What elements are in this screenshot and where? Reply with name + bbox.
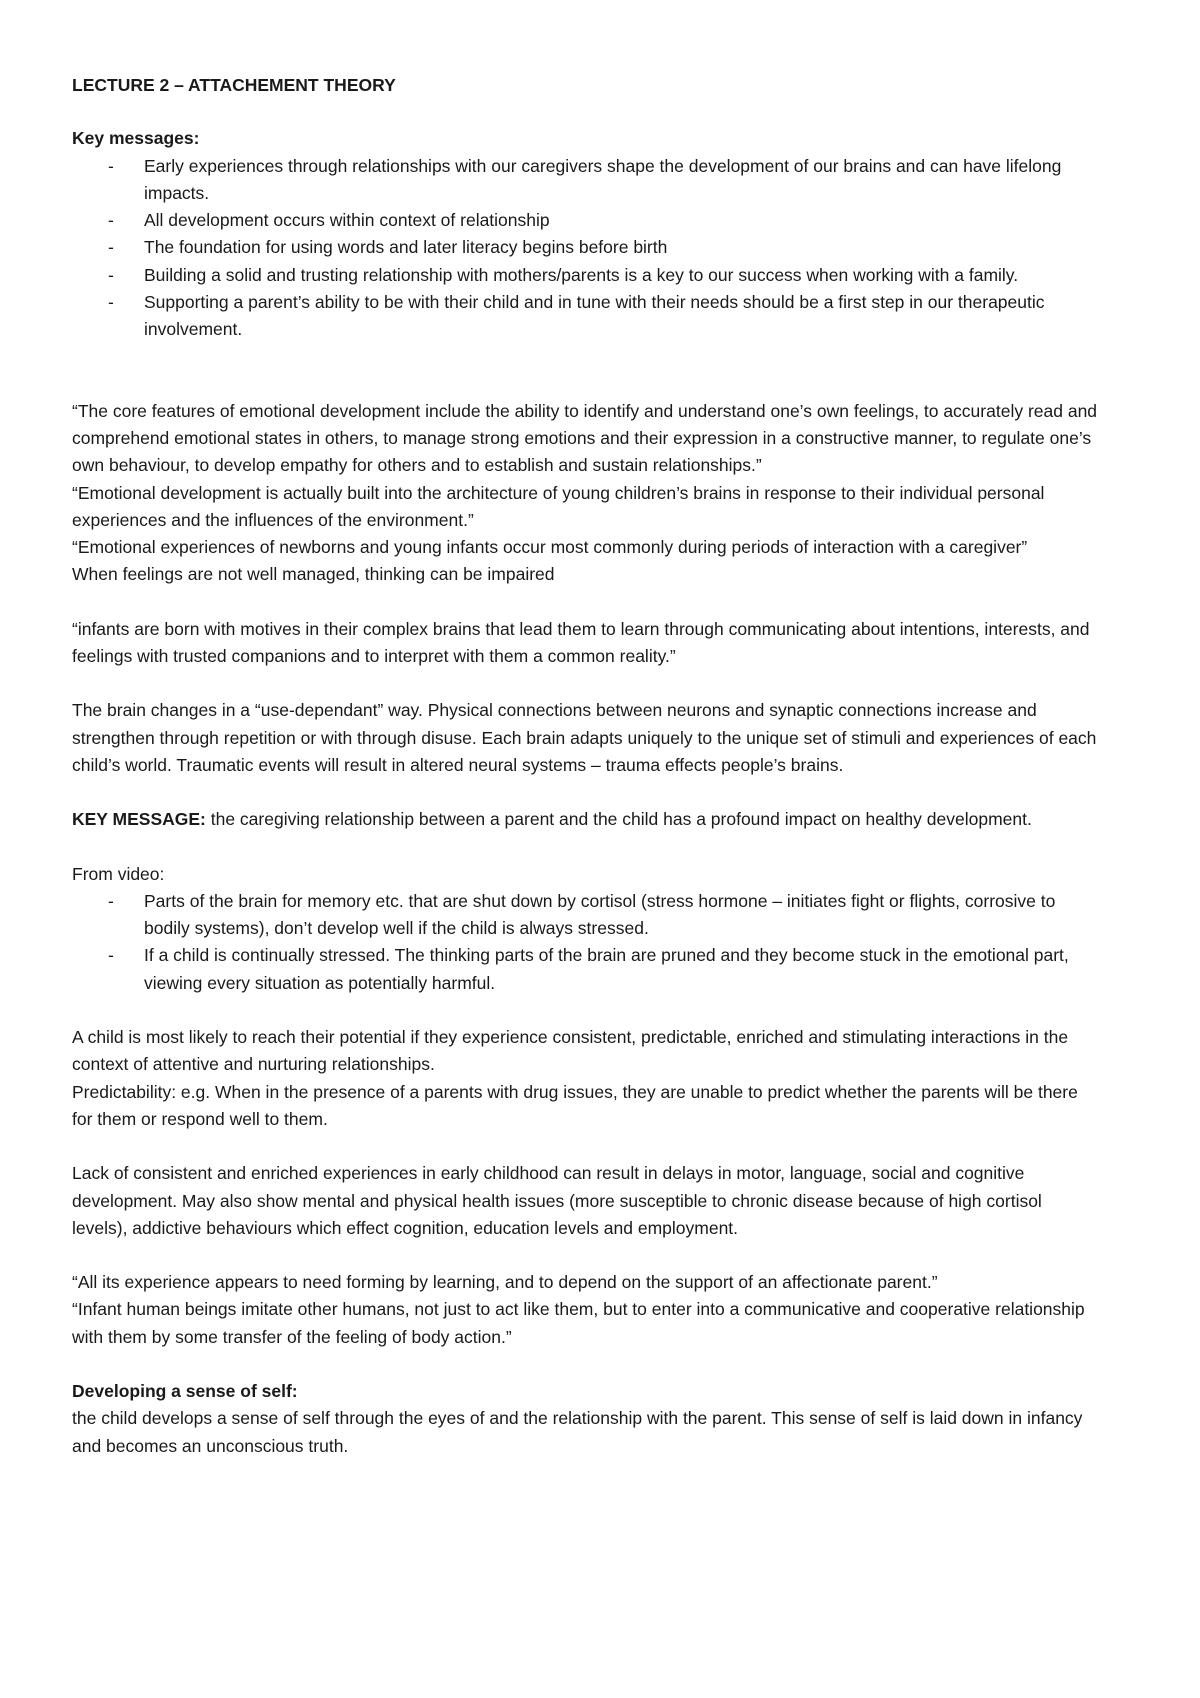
infants-quote: “infants are born with motives in their complex brains that lead them to learn through communicating about intentions, interests, and feelings with trusted companions and to interpret with them a common reality.” [72,618,1090,667]
quote-imitation: “Infant human beings imitate other humans, not just to act like them, but to enter into a communicative and cooperative relationship with them by some transfer of the feeling of body action.” [72,1299,1085,1347]
predictability-paragraph: Predictability: e.g. When in the presence of a parents with drug issues, they are unable to predict whether the parents will be there for them or respond well to them. [72,1081,1078,1129]
quote-emotional-architecture: “Emotional development is actually built into the architecture of young children’s brains in response to their individual personal experiences and the influences of the environment.” [72,482,1045,530]
quote-core-features: “The core features of emotional development include the ability to identify and understand one’s own feelings, to accurately read and comprehend emotional states in others, to manage strong emotions and their expression in a constructive manner, to regulate one’s own behaviour, to develop empathy for others and to establish and sustain relationships.” [72,400,1098,476]
quote-affectionate-parent: “All its experience appears to need forming by learning, and to depend on the support of an affectionate parent.” [72,1272,938,1293]
quote-emotional-experiences: “Emotional experiences of newborns and young infants occur most commonly during periods of interaction with a caregiver” [72,537,1028,558]
video-heading: From video: [72,863,165,884]
key-message-paragraph [72,806,1100,833]
sense-of-self-text: the child develops a sense of self through the eyes of and the relationship with the parent. This sense of self is laid down in infancy and becomes an unconscious truth. [72,1408,1083,1456]
list-item: - The foundation for using words and later literacy begins before birth [72,234,1100,261]
list-item: - Supporting a parent’s ability to be with their child and in tune with their needs should be a first step in our therapeutic involvement. [72,289,1100,344]
list-item: - All development occurs within context of relationship [72,207,1100,234]
brain-paragraph: The brain changes in a “use-dependant” way. Physical connections between neurons and synaptic connections increase and strengthen through repetition or with through disuse. Each brain adapts uniquely to the unique set of stimuli and experiences of each child’s world. Traumatic events will result in altered neural systems – trauma effects people’s brains. [72,700,1097,775]
key-messages-heading: Key messages: [72,128,200,149]
key-message-text: the caregiving relationship between a parent and the child has a profound impact on healthy development. [205,809,1032,830]
key-messages-list [72,153,1100,344]
list-item: - If a child is continually stressed. The thinking parts of the brain are pruned and they become stuck in the emotional part, viewing every situation as potentially harmful. [72,942,1100,997]
sense-of-self-heading: Developing a sense of self: [72,1380,298,1401]
feelings-statement: When feelings are not well managed, thinking can be impaired [72,564,555,585]
key-message-label: KEY MESSAGE: [72,809,206,830]
list-item: - Building a solid and trusting relationship with mothers/parents is a key to our success when working with a family. [72,262,1100,289]
lecture-title: LECTURE 2 – ATTACHEMENT THEORY [72,75,396,95]
lack-paragraph: Lack of consistent and enriched experiences in early childhood can result in delays in motor, language, social and cognitive development. May also show mental and physical health issues (more susceptible to chronic disease because of high cortisol levels), addictive behaviours which effect cognition, education levels and employment. [72,1163,1042,1238]
list-item: - Early experiences through relationships with our caregivers shape the development of our brains and can have lifelong impacts. [72,153,1100,208]
video-notes-list [72,888,1100,997]
potential-paragraph: A child is most likely to reach their potential if they experience consistent, predictable, enriched and stimulating interactions in the context of attentive and nurturing relationships. [72,1027,1069,1075]
list-item: - Parts of the brain for memory etc. that are shut down by cortisol (stress hormone – initiates fight or flights, corrosive to bodily systems), don’t develop well if the child is always stressed. [72,888,1100,943]
